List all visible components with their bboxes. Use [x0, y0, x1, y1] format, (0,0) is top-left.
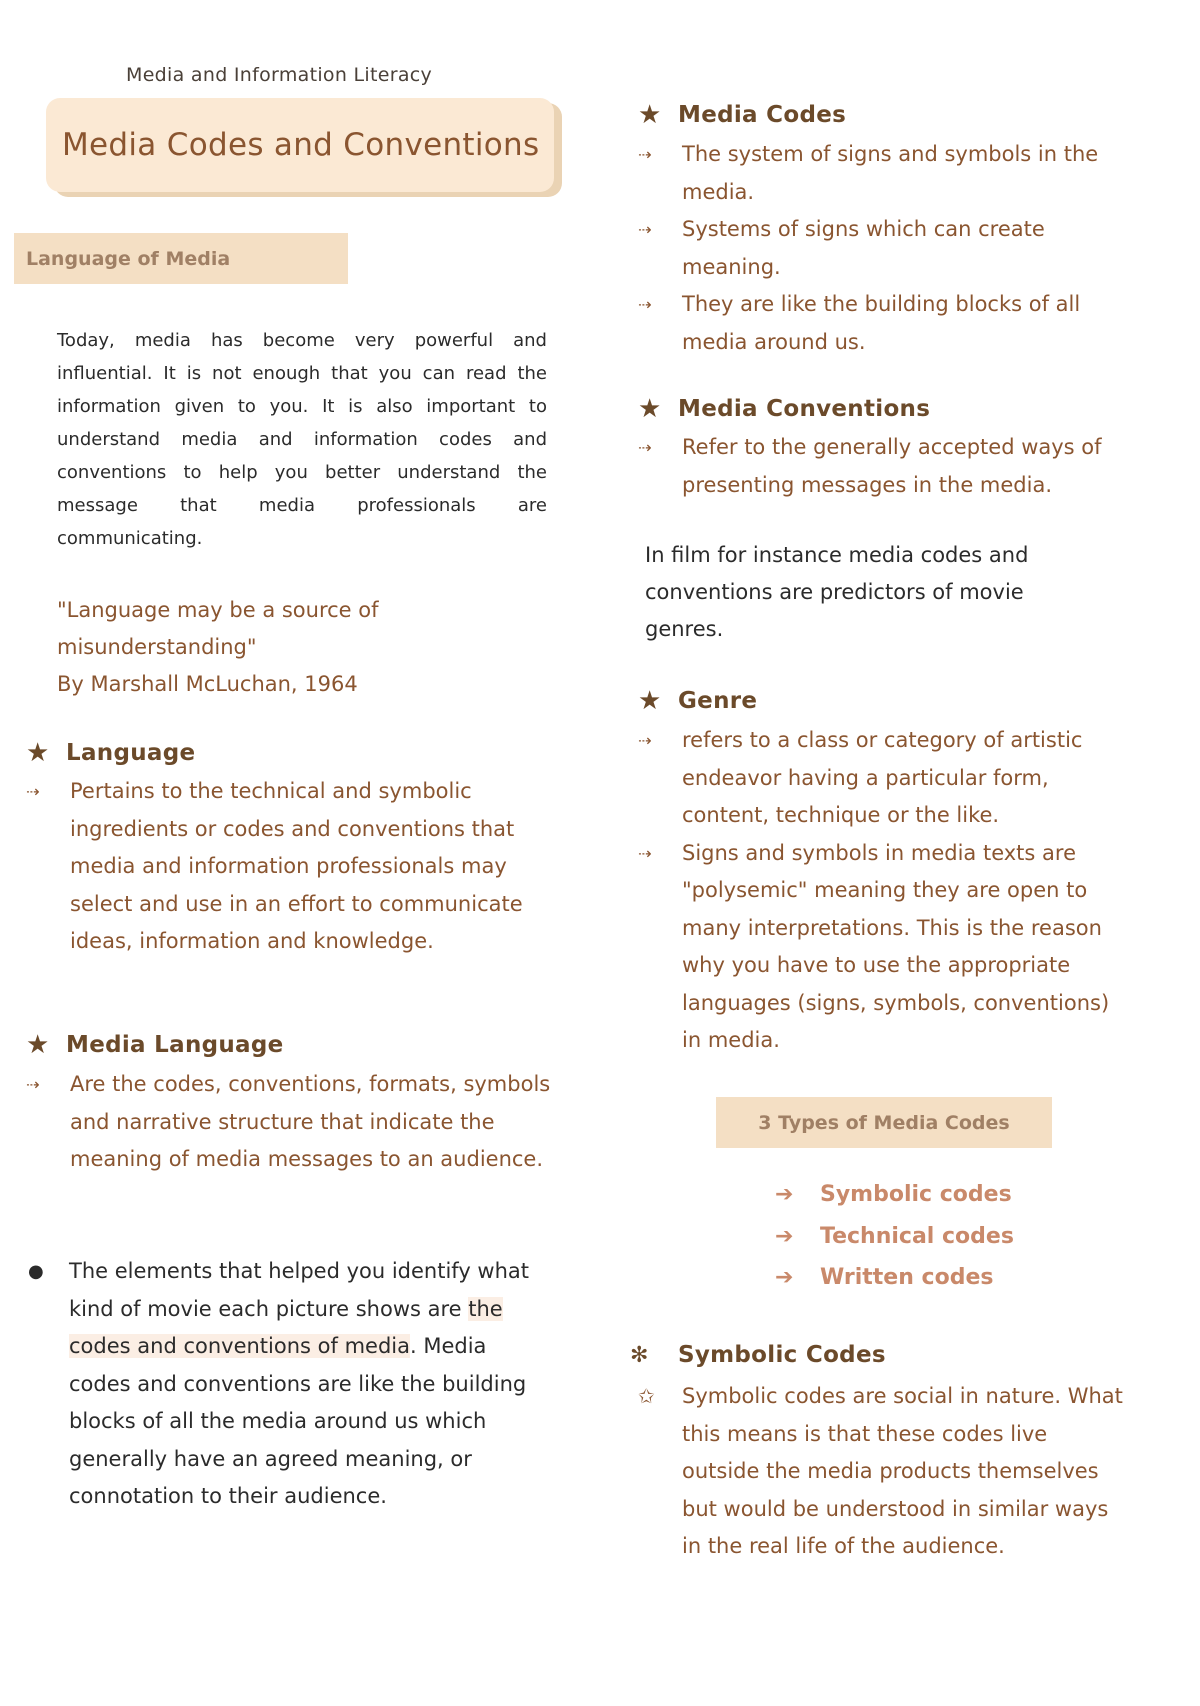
section-bar-label: Language of Media: [26, 247, 231, 270]
heading-text: Genre: [678, 688, 758, 714]
section-bar-language-of-media: [14, 233, 348, 284]
dashed-arrow-icon: ⇢: [26, 1075, 40, 1094]
types-of-codes-list: [775, 1174, 1014, 1299]
heading-media-codes: [638, 100, 846, 130]
heading-language: [26, 738, 195, 768]
heading-text: Language: [66, 740, 196, 766]
type-label: Written codes: [820, 1265, 994, 1291]
note-highlight: the codes and conventions of media: [69, 1296, 503, 1358]
bullet-dot-icon: ●: [28, 1261, 44, 1282]
dashed-arrow-icon: ⇢: [638, 731, 652, 750]
star-icon: ★: [26, 1030, 50, 1060]
star-icon: ★: [638, 100, 662, 130]
list-item: [24, 1253, 554, 1516]
genre-bullets: [638, 722, 1126, 1060]
list-item: [638, 429, 1128, 504]
list-item: [26, 1066, 566, 1179]
star-icon: ★: [638, 686, 662, 716]
list-item: [775, 1216, 1014, 1258]
media-codes-bullets: [638, 136, 1128, 361]
heading-media-conventions: [638, 394, 930, 424]
type-label: Symbolic codes: [820, 1182, 1012, 1208]
list-item: [775, 1174, 1014, 1216]
list-item: [638, 1378, 1130, 1566]
heading-text: Media Codes: [678, 102, 847, 128]
arrow-right-icon: ➔: [775, 1223, 794, 1249]
arrow-right-icon: ➔: [775, 1265, 794, 1291]
quote: [57, 592, 477, 703]
list-item: [775, 1257, 1014, 1299]
media-conventions-bullets: [638, 429, 1128, 504]
dashed-arrow-icon: ⇢: [638, 145, 652, 164]
page-title: Media Codes and Conventions: [62, 127, 540, 163]
bullet-text: Symbolic codes are social in nature. What this means is that these codes live outside the media products themselves but would be understood in similar ways in the real life of the audience.: [682, 1384, 1123, 1558]
list-item: [638, 211, 1128, 286]
dashed-arrow-icon: ⇢: [638, 295, 652, 314]
list-item: [638, 136, 1128, 211]
dashed-arrow-icon: ⇢: [638, 220, 652, 239]
quote-text: "Language may be a source of misunderstanding": [57, 598, 379, 659]
bullet-text: Signs and symbols in media texts are "polysemic" meaning they are open to many interpretations. This is the reason why you have to use the appropriate languages (signs, symbols, conventions) in media.: [682, 840, 1110, 1052]
section-bar-label: 3 Types of Media Codes: [758, 1111, 1010, 1134]
note-text-before: The elements that helped you identify what kind of movie each picture shows are: [69, 1259, 530, 1321]
list-item: [638, 286, 1128, 361]
elements-note-list: [24, 1253, 554, 1516]
list-item: [638, 722, 1126, 835]
bullet-text: Systems of signs which can create meaning.: [682, 217, 1045, 279]
dashed-arrow-icon: ⇢: [638, 843, 652, 863]
bullet-text: Pertains to the technical and symbolic ingredients or codes and conventions that media and information professionals may select and use in an effort to communicate ideas, information and knowledge.: [70, 779, 523, 953]
bullet-text: The system of signs and symbols in the media.: [682, 142, 1099, 204]
star-outline-icon: ✩: [638, 1384, 655, 1408]
heading-symbolic-codes: [630, 1342, 886, 1368]
bullet-text: refers to a class or category of artistic endeavor having a particular form, content, technique or the like.: [682, 728, 1083, 827]
heading-text: Media Conventions: [678, 396, 931, 422]
star-icon: ★: [638, 394, 662, 424]
dashed-arrow-icon: ⇢: [26, 782, 40, 801]
quote-author: By Marshall McLuchan, 1964: [57, 672, 358, 696]
type-label: Technical codes: [820, 1223, 1014, 1249]
heading-text: Symbolic Codes: [678, 1342, 886, 1368]
course-name: Media and Information Literacy: [126, 64, 433, 86]
list-item: [638, 835, 1126, 1060]
bullet-text: Are the codes, conventions, formats, symbols and narrative structure that indicate the meaning of media messages to an audience.: [70, 1072, 551, 1171]
heading-media-language: [26, 1030, 284, 1060]
symbolic-codes-bullets: [638, 1378, 1130, 1566]
heading-text: Media Language: [66, 1032, 284, 1058]
bullet-text: Refer to the generally accepted ways of presenting messages in the media.: [682, 435, 1102, 497]
asterisk-icon: ✻: [630, 1342, 649, 1368]
section-bar-types-of-codes: [716, 1097, 1052, 1148]
heading-genre: [638, 686, 757, 716]
note-text-after: . Media codes and conventions are like the building blocks of all the media around us which generally have an agreed meaning, or connotation to their audience.: [69, 1334, 527, 1508]
media-language-bullets: [26, 1066, 566, 1179]
dashed-arrow-icon: ⇢: [638, 438, 652, 457]
bullet-text: They are like the building blocks of all media around us.: [682, 292, 1081, 354]
film-note: In film for instance media codes and conventions are predictors of movie genres.: [645, 543, 1029, 641]
arrow-right-icon: ➔: [775, 1182, 794, 1208]
star-icon: ★: [26, 738, 50, 768]
title-box: [46, 98, 554, 192]
list-item: [26, 773, 551, 961]
intro-paragraph: Today, media has become very powerful and influential. It is not enough that you can read the information given to you. It is also important to understand media and information codes and conventions to help you better understand the message that media professionals are communicating.: [57, 330, 547, 549]
language-bullets: [26, 773, 551, 961]
